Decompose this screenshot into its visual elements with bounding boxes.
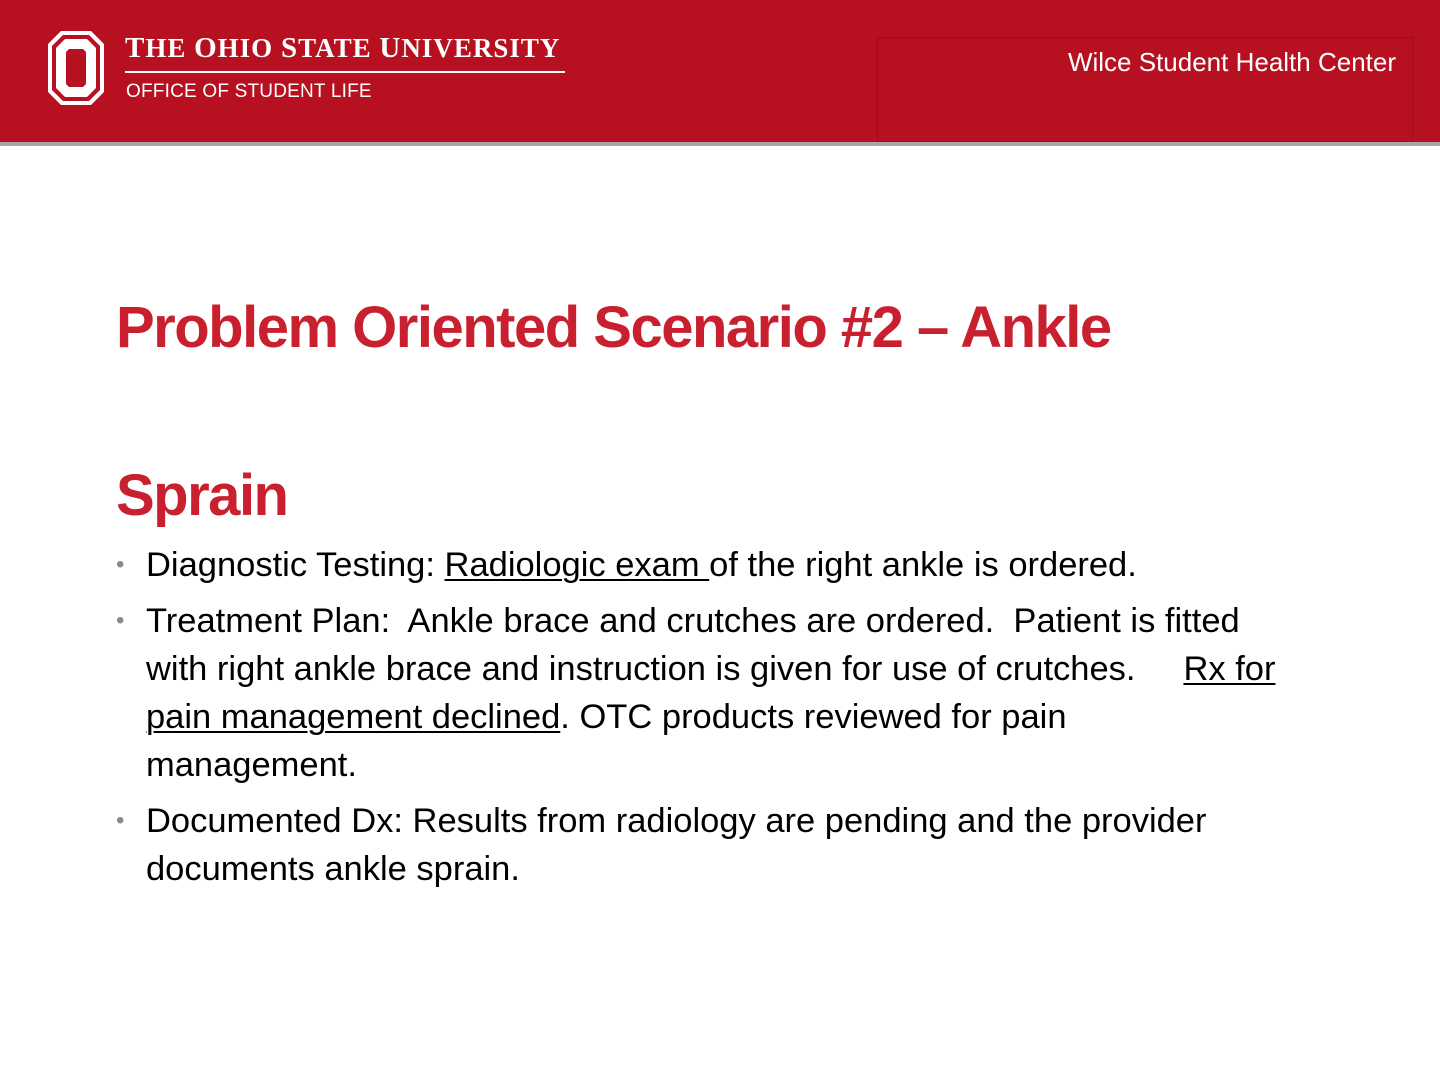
rx-declined-link[interactable]: Rx for pain management declined	[146, 650, 1276, 736]
university-logo[interactable]	[47, 30, 577, 110]
bullet-dot-icon: •	[116, 551, 125, 578]
bullet-lead: Diagnostic Testing:	[146, 546, 445, 584]
bullet-tail: of the right ankle is ordered.	[709, 546, 1137, 584]
bullet-dot-icon: •	[116, 607, 125, 634]
department-box	[877, 37, 1413, 142]
bullet-diagnostic-testing	[116, 541, 1276, 589]
block-o-logo-icon	[47, 30, 105, 106]
bullet-documented-dx	[116, 797, 1276, 893]
bullet-treatment-plan	[116, 597, 1276, 789]
slide-title	[116, 295, 1316, 529]
title-line-2: Sprain	[116, 463, 288, 528]
bullet-lead: Treatment Plan: Ankle brace and crutches are ordered. Patient is fitted with right ankle brace and instruction is given for use of crutches.	[146, 602, 1250, 688]
header-divider	[0, 142, 1440, 146]
university-name: THE OHIO STATE UNIVERSITY	[125, 32, 561, 64]
bullet-list	[116, 541, 1276, 901]
logo-divider	[125, 71, 565, 73]
bullet-tail: . OTC products reviewed for pain management.	[146, 698, 1067, 784]
header-banner	[0, 0, 1440, 142]
bullet-lead: Documented Dx: Results from radiology are pending and the provider documents ankle sprain.	[146, 802, 1207, 888]
bullet-dot-icon: •	[116, 807, 125, 834]
title-line-1: Problem Oriented Scenario #2 – Ankle	[116, 295, 1111, 360]
department-name: Wilce Student Health Center	[1067, 47, 1396, 77]
radiologic-exam-link[interactable]: Radiologic exam	[444, 546, 710, 584]
office-name: OFFICE OF STUDENT LIFE	[126, 81, 372, 102]
